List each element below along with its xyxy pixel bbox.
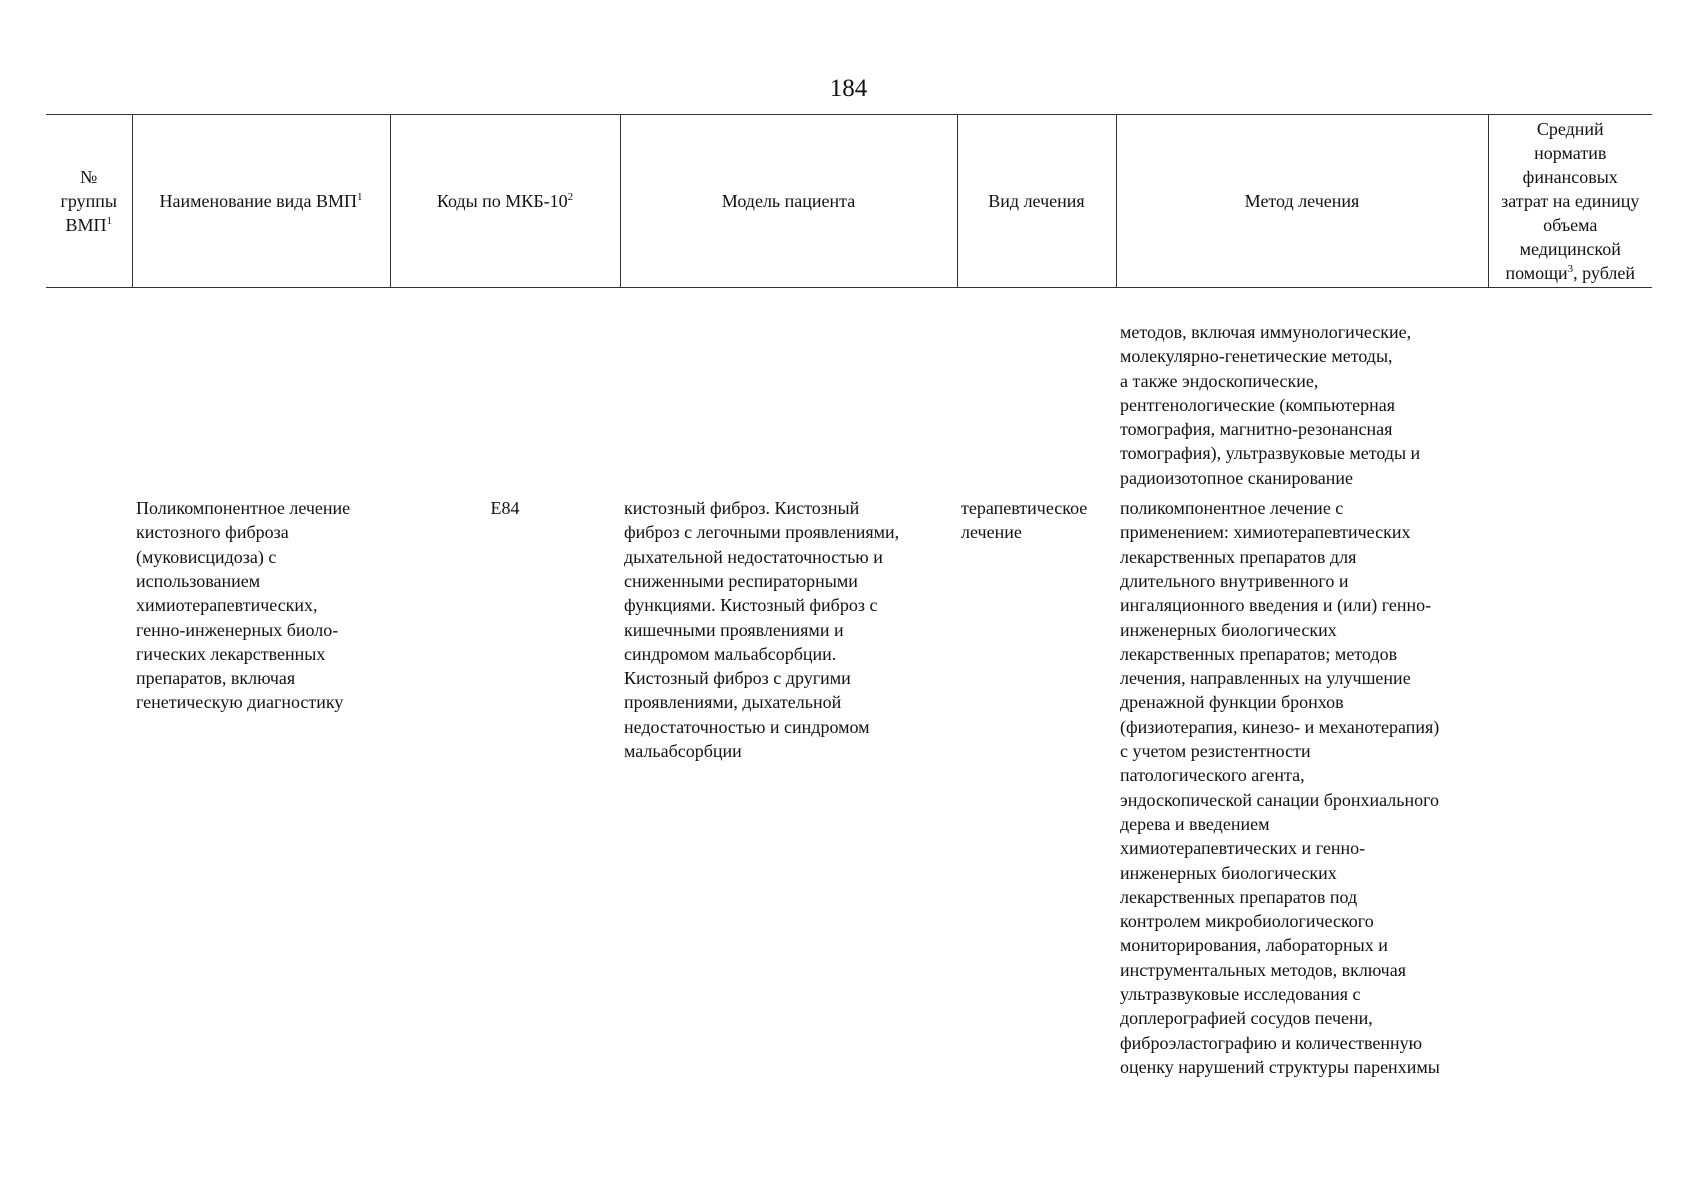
text-line: препаратов, включая <box>136 668 296 689</box>
text-line: мальабсорбции <box>624 741 742 762</box>
text-line: рентгенологические (компьютерная <box>1120 394 1396 415</box>
text-line: доплерографией сосудов печени, <box>1120 1008 1373 1029</box>
text-line: химиотерапевтических и генно- <box>1120 838 1366 859</box>
text-line: кишечными проявлениями и <box>624 619 844 640</box>
text-line: (муковисцидоза) с <box>136 546 277 567</box>
text-line: использованием <box>136 570 261 591</box>
text-line: ультразвуковые исследования с <box>1120 984 1361 1005</box>
text-line: мониторирования, лабораторных и <box>1120 935 1388 956</box>
text-line: инженерных биологических <box>1120 619 1337 640</box>
text-line: томография, магнитно-резонансная <box>1120 419 1393 440</box>
cont-cost-cell <box>1488 288 1652 497</box>
text-line: терапевтическое <box>961 498 1088 519</box>
text-line: методов, включая иммунологические, <box>1120 322 1412 342</box>
table-header-row <box>46 115 1652 288</box>
text-line: генно-инженерных биоло- <box>136 619 339 640</box>
text-line: молекулярно-генетические методы, <box>1120 346 1393 367</box>
cont-name-cell <box>132 288 390 497</box>
header-average-cost: Средний норматив финансовых затрат на единицу объема медицинской помощи$^3$, рублей <box>1488 115 1652 288</box>
text-line: генетическую диагностику <box>136 692 344 713</box>
text-line: химиотерапевтических, <box>136 595 318 616</box>
treatment-method-cell <box>1116 496 1488 1079</box>
text-line: инструментальных методов, включая <box>1120 959 1406 980</box>
text-line: применением: химиотерапевтических <box>1120 522 1411 543</box>
vmp-table <box>46 114 1652 1079</box>
header-patient-model: Модель пациента <box>620 115 957 288</box>
text-line: с учетом резистентности <box>1120 741 1311 762</box>
text-line: фиброз с легочными проявлениями, <box>624 522 900 543</box>
continuation-row <box>46 288 1652 497</box>
text-line: синдромом мальабсорбции. <box>624 643 837 664</box>
text-line: поликомпонентное лечение с <box>1120 498 1344 519</box>
cont-group-cell <box>46 288 132 497</box>
text-line: Поликомпонентное лечение <box>136 498 351 519</box>
header-group-number: № группы ВМП$^1$ <box>46 115 132 288</box>
text-line: длительного внутривенного и <box>1120 570 1349 591</box>
table-row <box>46 496 1652 1079</box>
text-line: сниженными респираторными <box>624 570 858 591</box>
text-line: дренажной функции бронхов <box>1120 692 1344 713</box>
text-line: фиброэластографию и количественную <box>1120 1032 1423 1053</box>
text-line: ингаляционного введения и (или) генно- <box>1120 595 1432 616</box>
text-line: Кистозный фиброз с другими <box>624 668 851 689</box>
text-line: недостаточностью и синдромом <box>624 716 870 737</box>
page-number: 184 <box>829 75 868 102</box>
text-line: томография), ультразвуковые методы и <box>1120 443 1421 464</box>
cont-model-cell <box>620 288 957 497</box>
vmp-name-cell <box>132 496 390 1079</box>
text-line: оценку нарушений структуры паренхимы <box>1120 1056 1440 1077</box>
text-line: а также эндоскопические, <box>1120 370 1319 391</box>
text-line: лекарственных препаратов под <box>1120 886 1358 907</box>
header-icd-codes: Коды по МКБ-$10^2$ <box>390 115 620 288</box>
cont-type-cell <box>957 288 1116 497</box>
icd-codes-cell: E84 <box>490 498 520 519</box>
text-line: кистозный фиброз. Кистозный <box>624 498 860 519</box>
text-line: дерева и введением <box>1120 813 1270 834</box>
text-line: проявлениями, дыхательной <box>624 692 842 713</box>
text-line: лекарственных препаратов для <box>1120 546 1357 567</box>
text-line: контролем микробиологического <box>1120 911 1374 932</box>
text-line: (физиотерапия, кинезо- и механотерапия) <box>1120 716 1440 737</box>
text-line: эндоскопической санации бронхиального <box>1120 789 1440 810</box>
patient-model-cell <box>620 496 957 1079</box>
text-line: лекарственных препаратов; методов <box>1120 643 1398 664</box>
text-line: дыхательной недостаточностью и <box>624 546 883 567</box>
text-line: патологического агента, <box>1120 765 1305 786</box>
average-cost-cell <box>1488 496 1652 1079</box>
text-line: гических лекарственных <box>136 643 326 664</box>
text-line: лечения, направленных на улучшение <box>1120 668 1411 689</box>
vmp-table-container <box>46 114 1652 1079</box>
treatment-type-cell <box>957 496 1116 1079</box>
cont-codes-cell <box>390 288 620 497</box>
cont-method-cell <box>1116 288 1488 497</box>
text-line: кистозного фиброза <box>136 522 289 543</box>
group-number-cell <box>46 496 132 1079</box>
text-line: лечение <box>961 522 1022 543</box>
text-line: радиоизотопное сканирование <box>1120 467 1354 488</box>
header-treatment-type: Вид лечения <box>957 115 1116 288</box>
text-line: функциями. Кистозный фиброз с <box>624 595 878 616</box>
header-treatment-method: Метод лечения <box>1116 115 1488 288</box>
header-vmp-name: Наименование вида ВМП$^1$ <box>132 115 390 288</box>
text-line: инженерных биологических <box>1120 862 1337 883</box>
